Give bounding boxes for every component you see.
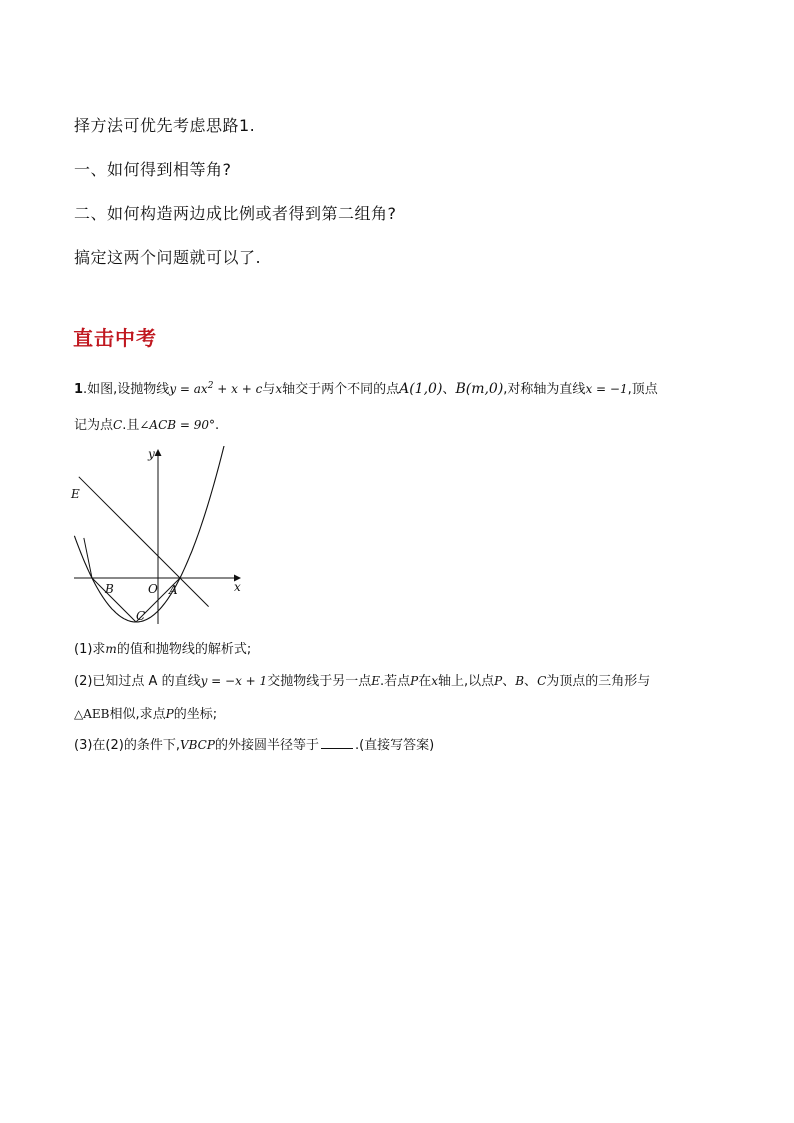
part2-triangle: △AEB (74, 707, 110, 721)
segment-eb (84, 538, 92, 578)
part-1 (74, 638, 251, 657)
intro-line-1: 择方法可优先考虑思路1. (74, 116, 256, 135)
part2-text: 轴上,以点 (437, 674, 495, 689)
intro-block (74, 104, 397, 280)
part3-text: (3)在(2)的条件下, (74, 738, 180, 753)
part-3 (74, 734, 434, 753)
label-x-axis: x (234, 580, 241, 594)
part2-p: P (165, 707, 174, 721)
part2-x: x (431, 674, 438, 688)
intro-line-2: 一、如何得到相等角? (74, 160, 232, 179)
part-2-line-1 (74, 670, 650, 689)
stem-text: ,对称轴为直线 (503, 382, 586, 397)
problem-stem-line-1 (74, 378, 658, 397)
intro-line-4: 搞定这两个问题就可以了. (74, 248, 262, 267)
part1-text: 的值和抛物线的解析式; (116, 642, 252, 657)
part2-text: 在 (418, 674, 432, 689)
part2-text: 为顶点的三角形与 (546, 674, 651, 689)
label-point-o: O (148, 582, 158, 596)
part2-text: .若点 (379, 674, 411, 689)
part2-text: (2)已知过点 A 的直线 (74, 674, 201, 689)
problem-number: 1 (74, 382, 84, 397)
eq-rest: + x + c (213, 382, 263, 396)
point-a: A(1,0) (399, 381, 443, 397)
part3-text: .(直接写答案) (354, 738, 435, 753)
label-point-e: E (71, 487, 80, 501)
parabola-equation (169, 382, 262, 396)
stem-text: . (215, 418, 220, 433)
part1-m: m (105, 642, 117, 656)
parabola-figure (68, 446, 248, 626)
label-point-c: C (136, 609, 146, 623)
part-2-line-2 (74, 703, 217, 722)
part2-text: 交抛物线于另一点 (267, 674, 372, 689)
part2-text: 的坐标; (173, 707, 218, 722)
line-ae (79, 477, 209, 607)
eq-exponent: 2 (207, 381, 214, 391)
label-y-axis: y (148, 447, 155, 461)
part3-text: 的外接圆半径等于 (214, 738, 319, 753)
intro-line-3: 二、如何构造两边成比例或者得到第二组角? (74, 204, 397, 223)
x-variable: x (275, 382, 283, 396)
part2-p: P (494, 674, 503, 688)
part2-text: 相似,求点 (109, 707, 166, 722)
part2-p: P (410, 674, 419, 688)
part2-b: B (515, 674, 525, 688)
label-point-a: A (169, 583, 178, 597)
part2-line-eq: y = −x + 1 (200, 674, 268, 688)
problem-stem-line-2 (74, 414, 219, 433)
stem-text: .且 (122, 418, 140, 433)
segment-bc (92, 578, 136, 622)
part2-e: E (371, 674, 380, 688)
section-title: 直击中考 (73, 326, 157, 350)
c-variable: C (113, 418, 123, 432)
stem-text: 轴交于两个不同的点 (282, 382, 400, 397)
part1-text: (1)求 (74, 642, 106, 657)
stem-text: .如图,设抛物线 (83, 382, 170, 397)
stem-text: ,顶点 (627, 382, 658, 397)
part2-text: 、 (502, 674, 516, 689)
label-point-b: B (105, 582, 114, 596)
angle-equation: ∠ACB = 90° (139, 418, 216, 432)
part2-text: 、 (524, 674, 538, 689)
stem-text: 与 (262, 382, 276, 397)
axis-equation: x = −1 (585, 382, 628, 396)
part2-c: C (537, 674, 547, 688)
stem-text: 、 (442, 382, 456, 397)
point-b: B(m,0) (455, 381, 504, 397)
eq-part: y = ax (169, 382, 208, 396)
part3-triangle: VBCP (179, 738, 215, 752)
answer-blank[interactable] (321, 738, 353, 749)
stem-text: 记为点 (74, 418, 114, 433)
